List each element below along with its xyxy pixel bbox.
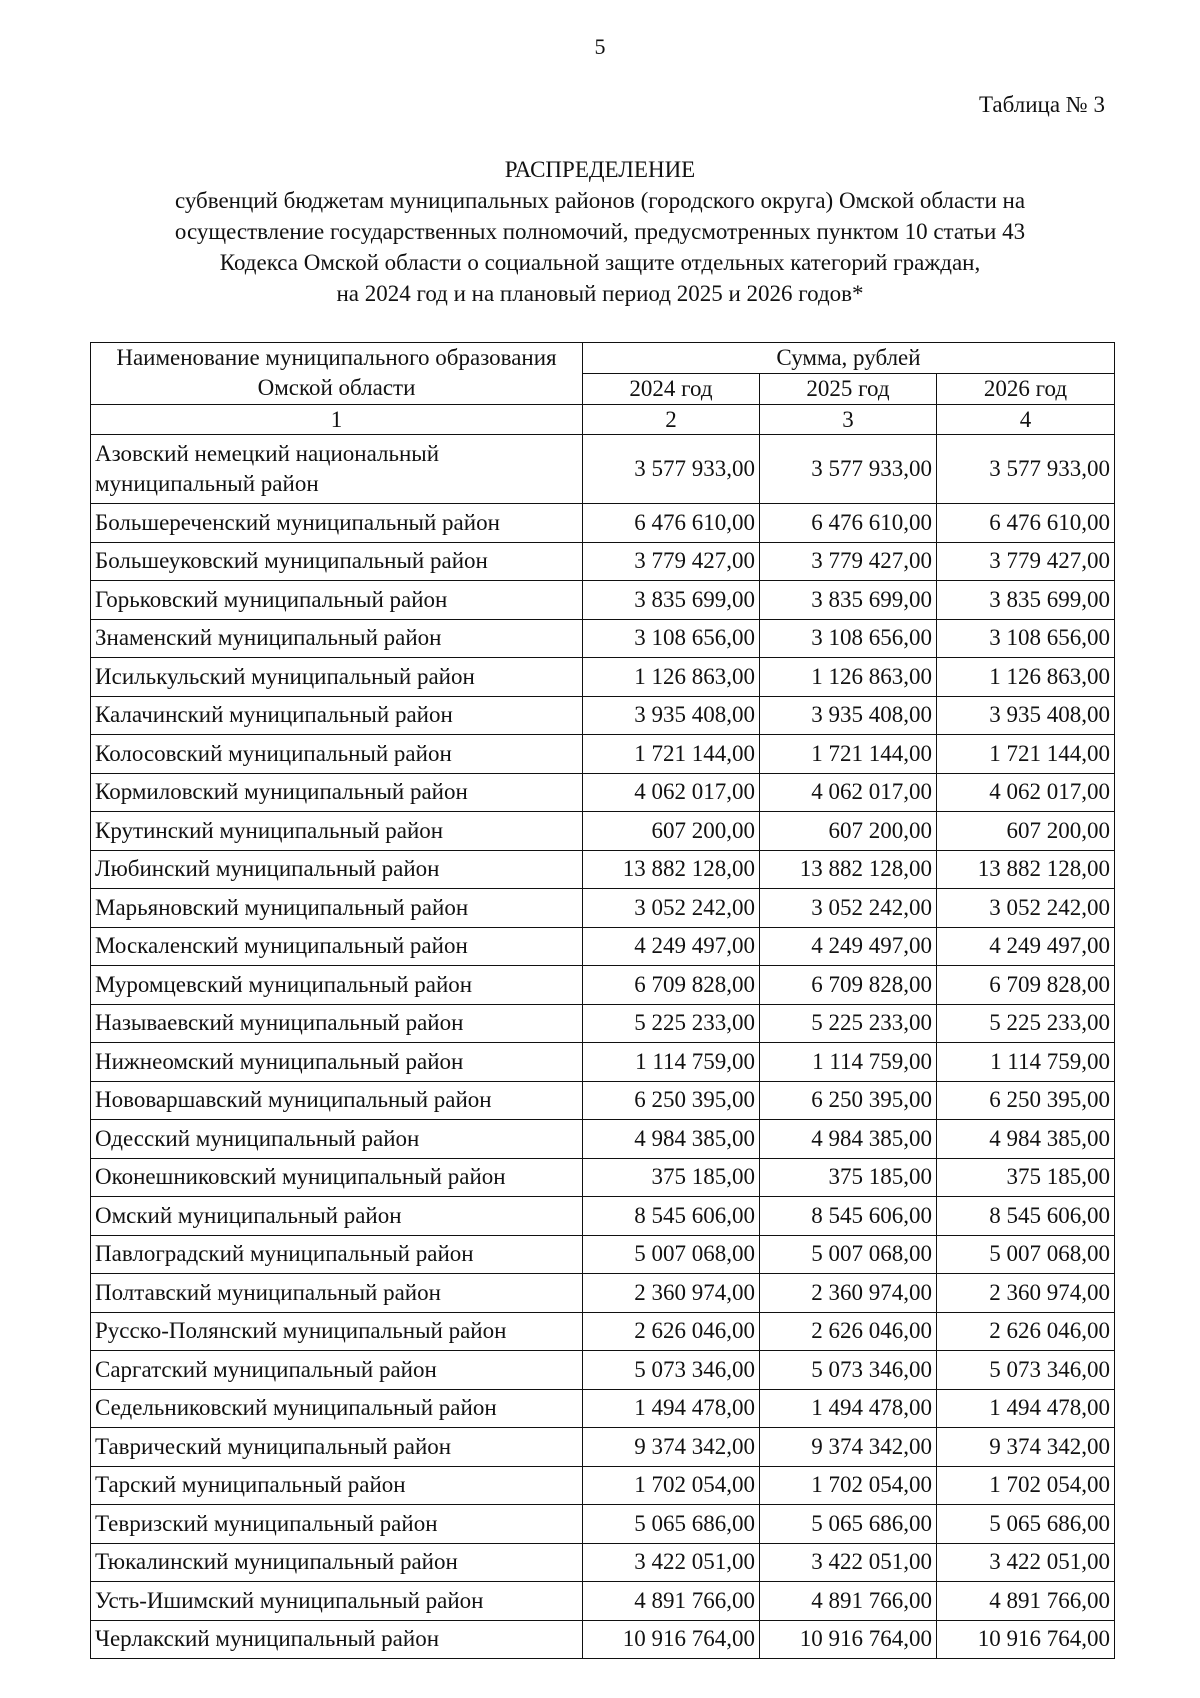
- amount-2025-cell: 5 225 233,00: [760, 1004, 937, 1043]
- amount-2026-cell: 10 916 764,00: [937, 1620, 1115, 1659]
- district-name-cell: Нижнеомский муниципальный район: [91, 1043, 583, 1082]
- table-row: [91, 1582, 1115, 1621]
- amount-2026-cell: 9 374 342,00: [937, 1428, 1115, 1467]
- table-row: [91, 773, 1115, 812]
- amount-2025-cell: 1 721 144,00: [760, 735, 937, 774]
- amount-2024-cell: 607 200,00: [583, 812, 760, 851]
- amount-2024-cell: 5 065 686,00: [583, 1505, 760, 1544]
- table-row: [91, 1120, 1115, 1159]
- district-name-cell: Седельниковский муниципальный район: [91, 1389, 583, 1428]
- document-heading: [0, 154, 1200, 309]
- table-row: [91, 1466, 1115, 1505]
- amount-2024-cell: 4 891 766,00: [583, 1582, 760, 1621]
- district-name-cell: Черлакский муниципальный район: [91, 1620, 583, 1659]
- amount-2024-cell: 1 702 054,00: [583, 1466, 760, 1505]
- page-number: 5: [594, 34, 606, 59]
- amount-2026-cell: 13 882 128,00: [937, 850, 1115, 889]
- district-name-cell: Исилькульский муниципальный район: [91, 658, 583, 697]
- column-number: 1: [91, 405, 583, 435]
- amount-2026-cell: 4 249 497,00: [937, 927, 1115, 966]
- district-name-cell: Любинский муниципальный район: [91, 850, 583, 889]
- table-row: [91, 1004, 1115, 1043]
- table-row: [91, 735, 1115, 774]
- amount-2026-cell: 3 422 051,00: [937, 1543, 1115, 1582]
- amount-2026-cell: 5 073 346,00: [937, 1351, 1115, 1390]
- amount-2026-cell: 6 476 610,00: [937, 504, 1115, 543]
- district-name-cell: Тарский муниципальный район: [91, 1466, 583, 1505]
- amount-2025-cell: 3 935 408,00: [760, 696, 937, 735]
- amount-2024-cell: 8 545 606,00: [583, 1197, 760, 1236]
- amount-2024-cell: 3 835 699,00: [583, 581, 760, 620]
- amount-2024-cell: 3 779 427,00: [583, 542, 760, 581]
- district-name-cell: Колосовский муниципальный район: [91, 735, 583, 774]
- table-body: [91, 435, 1115, 1659]
- table-row: [91, 1274, 1115, 1313]
- amount-2024-cell: 1 721 144,00: [583, 735, 760, 774]
- table-row: [91, 1158, 1115, 1197]
- amount-2024-cell: 5 073 346,00: [583, 1351, 760, 1390]
- amount-2025-cell: 1 702 054,00: [760, 1466, 937, 1505]
- amount-2026-cell: 3 779 427,00: [937, 542, 1115, 581]
- amount-2025-cell: 1 494 478,00: [760, 1389, 937, 1428]
- amount-2024-cell: 3 577 933,00: [583, 435, 760, 504]
- amount-2024-cell: 1 494 478,00: [583, 1389, 760, 1428]
- amount-2025-cell: 2 626 046,00: [760, 1312, 937, 1351]
- table-row: [91, 1351, 1115, 1390]
- amount-2026-cell: 5 065 686,00: [937, 1505, 1115, 1544]
- amount-2026-cell: 3 052 242,00: [937, 889, 1115, 928]
- amount-2026-cell: 5 225 233,00: [937, 1004, 1115, 1043]
- table-row: [91, 1620, 1115, 1659]
- table-row: [91, 658, 1115, 697]
- district-name-cell: Крутинский муниципальный район: [91, 812, 583, 851]
- distribution-table: [90, 342, 1115, 1659]
- amount-2026-cell: 3 577 933,00: [937, 435, 1115, 504]
- heading-title: РАСПРЕДЕЛЕНИЕ: [504, 157, 696, 182]
- amount-2025-cell: 8 545 606,00: [760, 1197, 937, 1236]
- amount-2025-cell: 6 250 395,00: [760, 1081, 937, 1120]
- district-name-cell: Азовский немецкий национальный муниципальный район: [91, 435, 583, 504]
- amount-2024-cell: 6 250 395,00: [583, 1081, 760, 1120]
- table-row: [91, 1043, 1115, 1082]
- amount-2025-cell: 13 882 128,00: [760, 850, 937, 889]
- district-name-cell: Москаленский муниципальный район: [91, 927, 583, 966]
- district-name-cell: Большереченский муниципальный район: [91, 504, 583, 543]
- district-name-cell: Павлоградский муниципальный район: [91, 1235, 583, 1274]
- amount-2026-cell: 6 250 395,00: [937, 1081, 1115, 1120]
- table-row: [91, 542, 1115, 581]
- amount-2025-cell: 3 422 051,00: [760, 1543, 937, 1582]
- amount-2025-cell: 1 114 759,00: [760, 1043, 937, 1082]
- amount-2025-cell: 5 073 346,00: [760, 1351, 937, 1390]
- amount-2026-cell: 5 007 068,00: [937, 1235, 1115, 1274]
- amount-2026-cell: 1 494 478,00: [937, 1389, 1115, 1428]
- table-row: [91, 850, 1115, 889]
- district-name-cell: Нововаршавский муниципальный район: [91, 1081, 583, 1120]
- header-sum: Сумма, рублей: [583, 343, 1115, 374]
- amount-2025-cell: 9 374 342,00: [760, 1428, 937, 1467]
- district-name-cell: Русско-Полянский муниципальный район: [91, 1312, 583, 1351]
- amount-2025-cell: 4 984 385,00: [760, 1120, 937, 1159]
- amount-2026-cell: 3 935 408,00: [937, 696, 1115, 735]
- table-row: [91, 889, 1115, 928]
- amount-2026-cell: 375 185,00: [937, 1158, 1115, 1197]
- amount-2026-cell: 1 702 054,00: [937, 1466, 1115, 1505]
- amount-2025-cell: 375 185,00: [760, 1158, 937, 1197]
- amount-2026-cell: 3 108 656,00: [937, 619, 1115, 658]
- amount-2024-cell: 3 935 408,00: [583, 696, 760, 735]
- amount-2025-cell: 3 577 933,00: [760, 435, 937, 504]
- amount-2025-cell: 5 007 068,00: [760, 1235, 937, 1274]
- district-name-cell: Омский муниципальный район: [91, 1197, 583, 1236]
- amount-2024-cell: 5 007 068,00: [583, 1235, 760, 1274]
- amount-2025-cell: 6 476 610,00: [760, 504, 937, 543]
- column-number: 2: [583, 405, 760, 435]
- district-name-cell: Муромцевский муниципальный район: [91, 966, 583, 1005]
- heading-line: субвенций бюджетам муниципальных районов (городского округа) Омской области на: [174, 188, 1026, 213]
- header-year-2026: 2026 год: [937, 374, 1115, 405]
- amount-2025-cell: 3 779 427,00: [760, 542, 937, 581]
- district-name-cell: Таврический муниципальный район: [91, 1428, 583, 1467]
- table-row: [91, 1197, 1115, 1236]
- table-row: [91, 1428, 1115, 1467]
- district-name-cell: Одесский муниципальный район: [91, 1120, 583, 1159]
- amount-2026-cell: 3 835 699,00: [937, 581, 1115, 620]
- table-row: [91, 1389, 1115, 1428]
- header-year-2024: 2024 год: [583, 374, 760, 405]
- table-caption: Таблица № 3: [978, 92, 1105, 117]
- table-row: [91, 1312, 1115, 1351]
- district-name-cell: Тевризский муниципальный район: [91, 1505, 583, 1544]
- amount-2024-cell: 4 062 017,00: [583, 773, 760, 812]
- amount-2024-cell: 13 882 128,00: [583, 850, 760, 889]
- table-row: [91, 966, 1115, 1005]
- amount-2026-cell: 1 721 144,00: [937, 735, 1115, 774]
- table-row: [91, 696, 1115, 735]
- amount-2026-cell: 2 626 046,00: [937, 1312, 1115, 1351]
- amount-2024-cell: 2 360 974,00: [583, 1274, 760, 1313]
- amount-2024-cell: 1 114 759,00: [583, 1043, 760, 1082]
- table-row: [91, 812, 1115, 851]
- district-name-cell: Полтавский муниципальный район: [91, 1274, 583, 1313]
- amount-2024-cell: 3 108 656,00: [583, 619, 760, 658]
- amount-2024-cell: 5 225 233,00: [583, 1004, 760, 1043]
- district-name-cell: Называевский муниципальный район: [91, 1004, 583, 1043]
- amount-2026-cell: 1 126 863,00: [937, 658, 1115, 697]
- amount-2024-cell: 3 052 242,00: [583, 889, 760, 928]
- district-name-cell: Большеуковский муниципальный район: [91, 542, 583, 581]
- amount-2025-cell: 10 916 764,00: [760, 1620, 937, 1659]
- amount-2026-cell: 8 545 606,00: [937, 1197, 1115, 1236]
- amount-2026-cell: 4 984 385,00: [937, 1120, 1115, 1159]
- amount-2025-cell: 6 709 828,00: [760, 966, 937, 1005]
- table-row: [91, 435, 1115, 504]
- amount-2024-cell: 4 984 385,00: [583, 1120, 760, 1159]
- district-name-cell: Кормиловский муниципальный район: [91, 773, 583, 812]
- amount-2025-cell: 3 835 699,00: [760, 581, 937, 620]
- amount-2024-cell: 2 626 046,00: [583, 1312, 760, 1351]
- table-row: [91, 504, 1115, 543]
- amount-2025-cell: 607 200,00: [760, 812, 937, 851]
- amount-2024-cell: 10 916 764,00: [583, 1620, 760, 1659]
- district-name-cell: Саргатский муниципальный район: [91, 1351, 583, 1390]
- district-name-cell: Оконешниковский муниципальный район: [91, 1158, 583, 1197]
- table-row: [91, 619, 1115, 658]
- amount-2024-cell: 375 185,00: [583, 1158, 760, 1197]
- district-name-cell: Усть-Ишимский муниципальный район: [91, 1582, 583, 1621]
- table-row: [91, 927, 1115, 966]
- heading-line: осуществление государственных полномочий, предусмотренных пунктом 10 статьи 43: [174, 219, 1026, 244]
- district-name-cell: Калачинский муниципальный район: [91, 696, 583, 735]
- amount-2025-cell: 4 062 017,00: [760, 773, 937, 812]
- amount-2024-cell: 6 709 828,00: [583, 966, 760, 1005]
- amount-2024-cell: 1 126 863,00: [583, 658, 760, 697]
- amount-2026-cell: 607 200,00: [937, 812, 1115, 851]
- amount-2025-cell: 3 108 656,00: [760, 619, 937, 658]
- district-name-cell: Марьяновский муниципальный район: [91, 889, 583, 928]
- column-number: 4: [937, 405, 1115, 435]
- header-name: Наименование муниципального образования Омской области: [91, 343, 583, 405]
- amount-2026-cell: 1 114 759,00: [937, 1043, 1115, 1082]
- amount-2025-cell: 3 052 242,00: [760, 889, 937, 928]
- amount-2024-cell: 3 422 051,00: [583, 1543, 760, 1582]
- table-row: [91, 1081, 1115, 1120]
- amount-2024-cell: 9 374 342,00: [583, 1428, 760, 1467]
- amount-2026-cell: 2 360 974,00: [937, 1274, 1115, 1313]
- district-name-cell: Тюкалинский муниципальный район: [91, 1543, 583, 1582]
- heading-line: Кодекса Омской области о социальной защите отдельных категорий граждан,: [219, 250, 981, 275]
- table-row: [91, 1235, 1115, 1274]
- amount-2025-cell: 5 065 686,00: [760, 1505, 937, 1544]
- amount-2024-cell: 6 476 610,00: [583, 504, 760, 543]
- table-row: [91, 1543, 1115, 1582]
- amount-2026-cell: 4 062 017,00: [937, 773, 1115, 812]
- amount-2025-cell: 1 126 863,00: [760, 658, 937, 697]
- amount-2026-cell: 4 891 766,00: [937, 1582, 1115, 1621]
- column-number: 3: [760, 405, 937, 435]
- header-year-2025: 2025 год: [760, 374, 937, 405]
- district-name-cell: Знаменский муниципальный район: [91, 619, 583, 658]
- amount-2025-cell: 4 249 497,00: [760, 927, 937, 966]
- heading-line: на 2024 год и на плановый период 2025 и 2026 годов*: [336, 281, 864, 306]
- table-row: [91, 1505, 1115, 1544]
- amount-2024-cell: 4 249 497,00: [583, 927, 760, 966]
- table-row: [91, 581, 1115, 620]
- amount-2025-cell: 4 891 766,00: [760, 1582, 937, 1621]
- amount-2026-cell: 6 709 828,00: [937, 966, 1115, 1005]
- district-name-cell: Горьковский муниципальный район: [91, 581, 583, 620]
- amount-2025-cell: 2 360 974,00: [760, 1274, 937, 1313]
